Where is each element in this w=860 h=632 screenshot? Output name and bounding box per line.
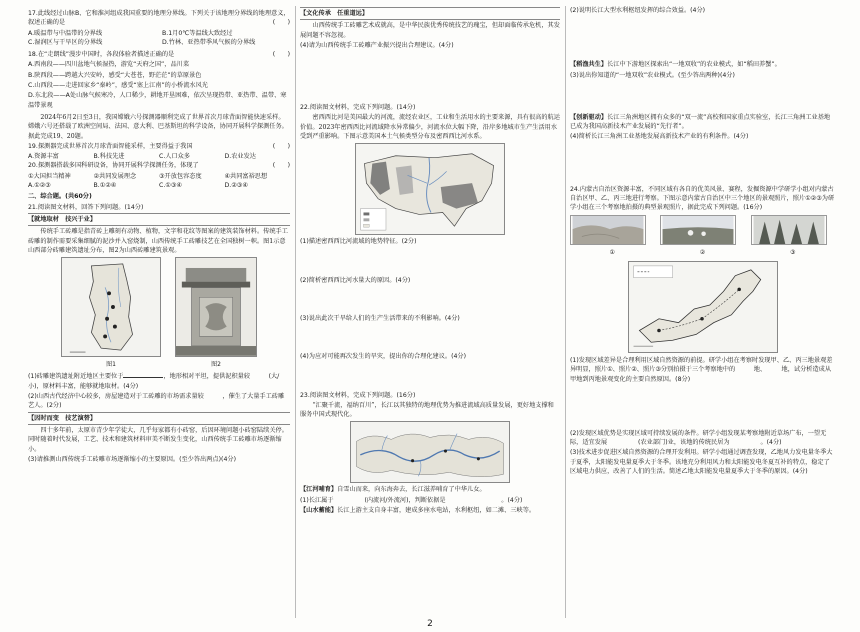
q21-tag-1: 【就地取材 技兴于业】 (28, 213, 290, 226)
q18-stem: 18.在“走朗线”漫步中国时，各段体验者描述正确的是 (28, 51, 175, 59)
q23-tag-2-label: 【山水蓄能】 (300, 507, 338, 515)
answer-paren: ( ) (272, 51, 290, 59)
q23-material: “汇聚千流，福纳百川”，长江以其独特的地理优势为推进流域高质量发展，更好地支撑和服务中国式现代化。 (300, 401, 554, 419)
grassland-photo (660, 215, 736, 245)
answer-space[interactable] (300, 248, 560, 276)
question-18 (28, 50, 290, 110)
q24-sub-2: (2)发现区域优势是实现区域可持续发展的条件。研学小组发现某考察地附近草场广布，一望无际，适宜发展 (农业部门)业，该地的传统民居为 。(4分) (570, 429, 827, 447)
q23-tag-4 (570, 113, 835, 132)
answer-space[interactable] (300, 51, 560, 103)
q23-tag-3 (570, 60, 835, 69)
question-24 (570, 185, 835, 477)
answer-paren: ( ) (272, 142, 290, 150)
q19-20-intro: 2024年6月2日至3日，我国嫦娥六号探测器顺利完成了世界首次月球背面智能快速采样。嫦娥六号还搭载了欧洲空间局、法国、意大利、巴基斯坦的科学设备，协同开展科学探测任务。据此完成19、20题。 (28, 113, 288, 140)
q23-material-4: 长江三角洲地区拥有众多的“双一流”高校和国家重点实验室，长江三角洲工业基地已成为我国高新技术产业发展的“先行者”。 (570, 113, 831, 131)
q19-option-a: A.资源丰富 (28, 153, 59, 161)
q22-sub-1: (1)描述密西西比河流域的地势特征。(2分) (300, 238, 417, 246)
yangtze-map-figure (350, 421, 510, 483)
q21-sub-1-text: (1)砖雕建筑遗址附近地区主要位于 (28, 373, 124, 381)
q24-sub-3: (3)技术进步促进区域自然资源的合理开发利用。研学小组通过调查发现，乙地风力发电量冬季大于夏季，太阳能发电量夏季大于冬季。该地充分利用风力和太阳能发电冬夏互补的特点，稳定了区域电力供应，改善了人们的生活。简述乙地太阳能发电量夏季大于冬季的原因。(4分) (570, 449, 833, 476)
figure-1-caption: 图1 (106, 361, 116, 369)
q17-option-c: C.湿润区与干旱区的分界线 (28, 38, 103, 46)
question-20 (28, 161, 290, 190)
answer-space[interactable] (300, 286, 560, 314)
column-divider (295, 6, 296, 618)
q18-option-c: C.山西段——走进回家乡“秦岭”，感受“塞上江南”的小桥流水风光 (28, 82, 208, 90)
q17-stem: 17.此线经过山脉B、它和淮河组成我国重要的地理分界线。下列关于该地理分界线的地理意义，叙述正确的是 (28, 10, 290, 27)
q21-sub-2: (2)山西古代经济中心较多，房屋建造对于工砖雕的市场需求量较 ，催生了大量手工砖雕艺人。(2分) (28, 393, 285, 410)
q17-option-a: A.暖温带与中温带的分界线 (28, 29, 103, 37)
q22-stem: 22.阅读图文材料，完成下列问题。(14分) (300, 104, 416, 112)
answer-space[interactable] (300, 363, 560, 391)
q19-stem: 19.探测器完成世界首次月球背面智能采样，主要得益于我国 (28, 142, 193, 150)
q24-photos (570, 215, 835, 258)
q21-sub-1-text-b: ，地形相对平坦，提供泥积量较 (大/小)，原材料丰富，能够就地取材。(4分) (28, 373, 280, 390)
answer-space[interactable] (570, 16, 835, 60)
q21-figures (28, 257, 290, 370)
q22-sub-4: (4)为应对可能再次发生的旱灾，提出你的合理化建议。(4分) (300, 353, 467, 361)
q23-tag-4-label: 【创新驱动】 (570, 113, 608, 121)
q23-tag-3-label: 【稻渔共生】 (570, 61, 608, 69)
q21-sub-3: (3)请推测山西传统手工砖雕市场逐渐缩小的主要原因。(至少答出两点)(4分) (28, 455, 236, 463)
shanxi-map-figure (61, 257, 161, 357)
q21-tag-3: 【文化传承 任重道远】 (300, 7, 560, 20)
question-23 (300, 391, 560, 516)
q24-stem: 24.内蒙古自治区资源丰富，不同区域有各自的优美风景、赛程，发掘资源中学研学小组对内蒙古自治区甲、乙、丙三地进行考察。下图示意内蒙古自治区中三个地区的景观照片，照片①②③为研学小组在三个考察地拍摄的典型景观照片，据此完成下列问题。(16分) (570, 185, 835, 212)
q21-stem: 21.阅读图文材料，回答下列问题。(14分) (28, 203, 144, 211)
us-climate-map-figure (355, 143, 505, 235)
q20-option-a: A.①②③ (28, 182, 51, 190)
answer-space[interactable] (570, 143, 835, 185)
column-1 (28, 6, 290, 465)
q22-material: 密西西比河是美国最大的河流，流经农业区，工业和生活用水的主要来源，具有很高的航运价值。2023年密西西比河流域降水异常偏少，河流水位大幅下降，沿岸多地城市生产生活用水受到严重影响。下图示意美国本土气候类型分布及密西西比河水系。 (300, 114, 560, 141)
q21-material-3: 山西传统手工砖雕艺术成就高，是中华民族优秀传统技艺的瑰宝，但却面临传承危机，其发展问题不容忽视。 (300, 22, 560, 39)
q23-material-3: 长江中下游地区探索出“一地双收”的农业模式，如“稻田养蟹”。 (607, 61, 781, 69)
q17-option-d: D.竹林、亚热带季风气候的分界线 (162, 38, 256, 46)
q23-material-1: 自雪山而来，向东海奔去，长江滋养哺育了中华儿女。 (337, 486, 486, 494)
brick-carving-figure (175, 257, 257, 357)
figure-2-caption: 图2 (211, 361, 221, 369)
q17-option-b: B.1月0℃等温线大致经过 (162, 29, 233, 37)
q20-stem: 20.探测器搭载多国科研设备，协同开展科学探测任务，体现了 (28, 162, 199, 170)
q21-sub-4: (4)请为山西传统手工砖雕产业振兴提出合理建议。(4分) (300, 41, 454, 49)
q23-tag-1 (300, 485, 560, 494)
forest-photo (751, 215, 827, 245)
answer-space[interactable] (570, 385, 835, 429)
question-17 (28, 9, 290, 47)
question-21 (28, 203, 290, 464)
section-2-heading: 二、综合题。(共60分) (28, 193, 92, 201)
column-3 (570, 6, 835, 477)
q23-sub-1: (1)长江属于 (内流河/外流河)，判断依据是 。(4分) (300, 496, 523, 504)
q20-option-d: D.②③④ (224, 182, 248, 190)
photo-3-label: ③ (790, 248, 796, 256)
q24-sub-1: (1)发现区域差异是合理利用区域自然资源的前提。研学小组在考察时发现甲、乙、丙三地景观差异明显，照片①、照片②、照片③分别拍摄于三个考察地中的 地、 地，试分析造成从甲地到丙地景观变化的主要自然原因。(8分) (570, 356, 833, 383)
q22-sub-3: (3)说出此次干旱给人们的生产生活带来的不利影响。(4分) (300, 314, 460, 322)
q21-material-1: 传统手工砖雕是指青砖上雕刻有动物、植物，文字和花纹等图案的建筑装饰材料。传统手工砖雕的制作需要采集细腻的泥沙并入窑烧制，山西传统手工砖雕技艺在全国独树一帜。图1示意山西部分砖雕建筑遗址分布，图2为山西砖雕建筑景观。 (28, 228, 288, 254)
q19-option-d: D.农业发达 (224, 153, 256, 161)
q18-option-d: D.东北段——A处山脉气候寒冷，人口稀少，耕地开垦困难，依次呈现热带、亚热带、温带、寒温带景观 (28, 92, 287, 109)
q19-option-c: C.人口众多 (159, 153, 191, 161)
question-22 (300, 103, 560, 390)
q20-item-4: ④共同富裕思想 (224, 172, 268, 180)
photo-2-label: ② (699, 248, 706, 256)
q18-option-b: B.陕西段——跨越大兴安岭，感受“大苍苍，野茫茫”的草原景色 (28, 71, 202, 79)
q20-option-b: B.①②④ (93, 182, 117, 190)
q20-item-1: ①大国担当精神 (28, 172, 71, 180)
answer-space[interactable] (300, 324, 560, 352)
q20-item-3: ③开放包容态度 (159, 172, 202, 180)
answer-paren: ( ) (272, 19, 290, 27)
q21-sub-1 (28, 372, 290, 391)
inner-mongolia-map-figure (628, 261, 778, 353)
q23-sub-3: (3)说出你知道的“一地双收”农业模式。(至少答出两种)(4分) (570, 71, 735, 79)
q22-sub-2: (2)简析密西西比河水量大的原因。(4分) (300, 276, 411, 284)
q23-tag-2 (300, 506, 560, 515)
q23-material-2: 长江上游主支自身丰富，建成多座水电站，水利枢纽，如二滩、三峡等。 (337, 507, 536, 515)
q20-item-2: ②共同发展理念 (93, 172, 137, 180)
q23-sub-2: (2)说明长江大型水利枢纽发挥的综合效益。(4分) (570, 7, 706, 14)
answer-blank[interactable] (123, 372, 163, 378)
column-divider (565, 6, 566, 618)
column-2 (300, 6, 560, 516)
q21-material-2: 四十多年前，太原市青少年学徒大，几乎每家都有小砖窑，后因环境问题小砖窑陆续关停。同时随着时代发展，工艺、技术和建筑材料审美不断发生变化，山西传统手工砖雕市场逐渐缩小。 (28, 426, 288, 453)
answer-paren: ( ) (272, 162, 290, 170)
q18-option-a: A.西南段——四川盆地气候湿热，游览“天府之国”，品川菜 (28, 61, 190, 69)
question-19 (28, 142, 290, 162)
q23-sub-4: (4)简析长江三角洲工业基地发展高新技术产业的有利条件。(4分) (570, 133, 749, 141)
page-number: 2 (427, 619, 433, 629)
q19-option-b: B.科技先进 (93, 153, 125, 161)
sand-dune-photo (570, 215, 646, 245)
photo-1-label: ① (609, 248, 615, 256)
q23-stem: 23.阅读图文材料，完成下列问题。(16分) (300, 391, 416, 399)
answer-space[interactable] (570, 81, 835, 113)
q23-tag-1-label: 【江河哺育】 (300, 486, 338, 494)
q21-tag-2: 【因时而变 技艺演替】 (28, 412, 290, 425)
q20-option-c: C.①③④ (159, 182, 182, 190)
